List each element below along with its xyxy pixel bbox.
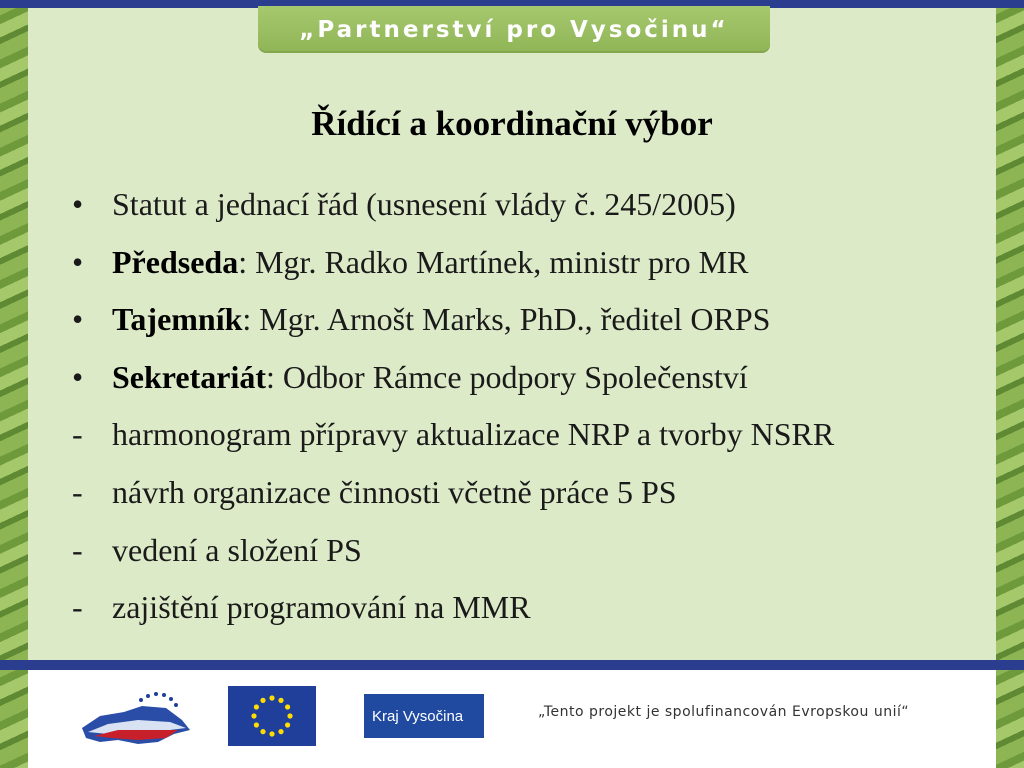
list-item: - návrh organizace činnosti včetně práce 5 PS (68, 464, 834, 522)
list-item: • Statut a jednací řád (usnesení vlády č. 245/2005) (68, 176, 834, 234)
list-item: - zajištění programování na MMR (68, 579, 834, 637)
czech-republic-logo (78, 686, 198, 752)
dash-marker: - (72, 589, 83, 626)
slide-content (28, 8, 996, 660)
dash-marker: - (72, 531, 83, 568)
slide-title: Řídící a koordinační výbor (311, 104, 713, 143)
bullet-marker: • (72, 358, 84, 395)
list-item: • Předseda: Mgr. Radko Martínek, ministr pro MR (68, 234, 834, 292)
list-item: - vedení a složení PS (68, 522, 834, 580)
eu-flag-logo (228, 686, 316, 746)
header-slogan: „Partnerství pro Vysočinu“ (258, 6, 770, 53)
bullet-list (68, 176, 834, 637)
eu-cofinancing-note: „Tento projekt je spolufinancován Evropskou unií“ (538, 704, 910, 720)
list-item: - harmonogram přípravy aktualizace NRP a tvorby NSRR (68, 406, 834, 464)
bottom-accent-bar (0, 660, 1024, 670)
bullet-marker: • (72, 301, 84, 338)
dash-marker: - (72, 416, 83, 453)
bullet-marker: • (72, 186, 84, 222)
dash-marker: - (72, 473, 83, 510)
leaf-border-left (0, 0, 30, 768)
list-item: • Sekretariát: Odbor Rámce podpory Společenství (68, 349, 834, 407)
bullet-marker: • (72, 243, 84, 280)
kraj-vysocina-logo: Kraj Vysočina (364, 694, 484, 738)
list-item: • Tajemník: Mgr. Arnošt Marks, PhD., ředitel ORPS (68, 291, 834, 349)
leaf-border-right (994, 0, 1024, 768)
footer (28, 670, 996, 768)
